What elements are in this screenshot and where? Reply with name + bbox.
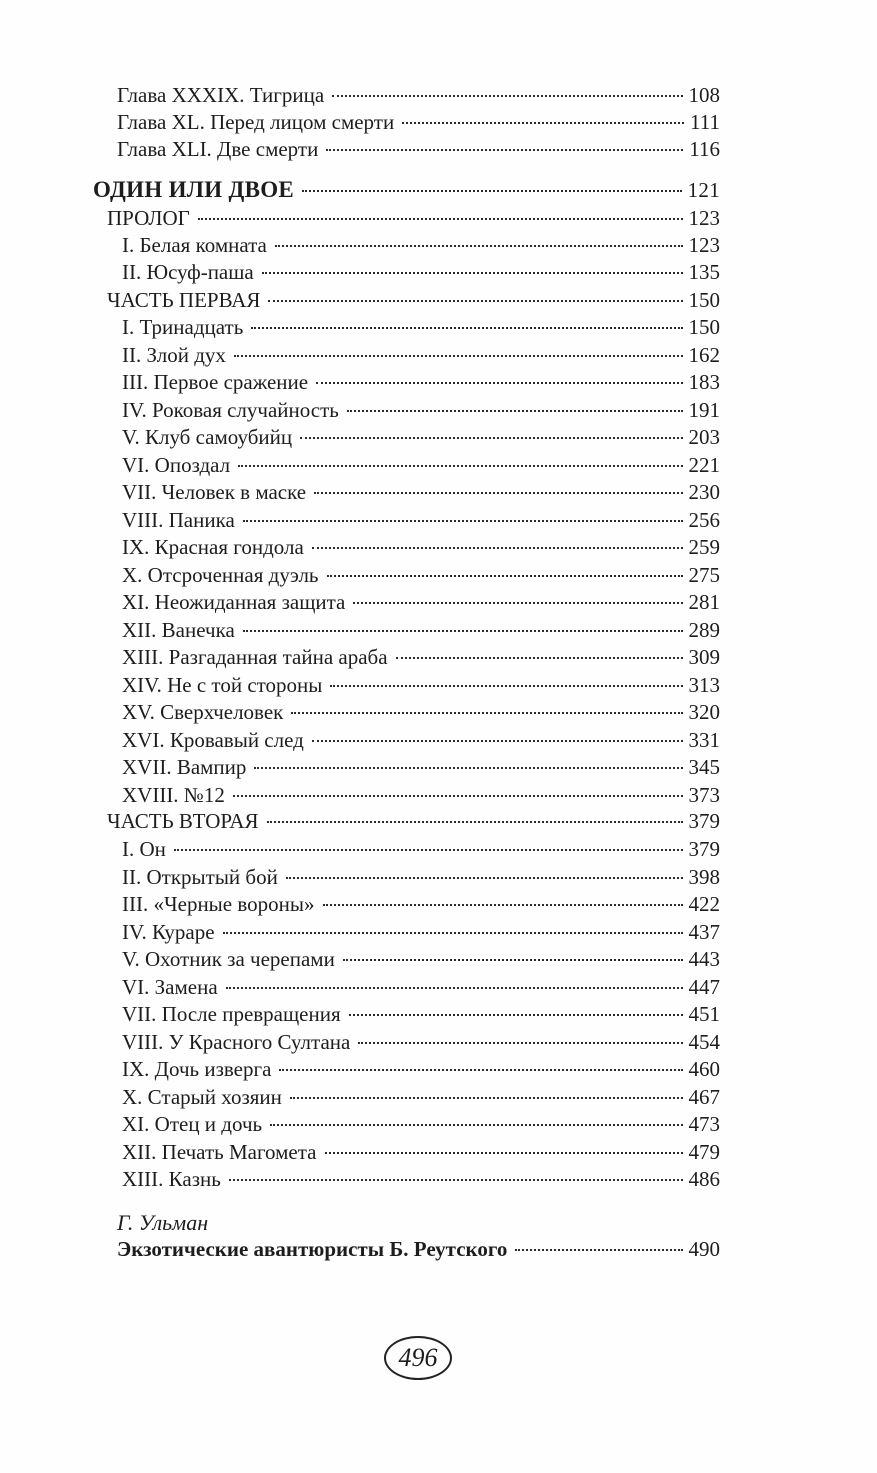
toc-entry-page: 437 (688, 919, 720, 944)
toc-part-heading (107, 287, 720, 314)
toc-entry-page: 313 (688, 672, 720, 697)
toc-entry-title: Глава XL. Перед лицом смерти (117, 110, 395, 134)
leader-dots (268, 300, 682, 302)
toc-entry-title: XV. Сверхчеловек (122, 700, 284, 724)
toc-entry-page: 221 (688, 452, 720, 477)
toc-entry (122, 259, 720, 286)
toc-entry-title: VI. Замена (122, 974, 218, 999)
toc-entry-page: 320 (688, 700, 720, 724)
toc-part-heading (107, 808, 720, 835)
toc-entry-title: VII. Человек в маске (122, 480, 307, 504)
toc-entry (122, 891, 720, 918)
leader-dots (233, 795, 683, 797)
leader-dots (300, 437, 682, 439)
toc-entry-title: XI. Отец и дочь (122, 1112, 263, 1136)
toc-entry-page: 373 (688, 782, 720, 807)
toc-entry-title: V. Клуб самоубийц (122, 425, 293, 449)
toc-entry-page: 486 (688, 1167, 720, 1191)
toc-entry-page: 275 (688, 562, 720, 587)
toc-entry-page: 281 (688, 590, 720, 614)
toc-entry-title: XII. Печать Магомета (122, 1139, 317, 1164)
leader-dots (343, 959, 683, 961)
leader-dots (312, 547, 683, 549)
toc-entry-page: 259 (688, 535, 720, 559)
toc-entry-page: 256 (688, 507, 720, 532)
toc-entry (122, 1166, 720, 1193)
leader-dots (515, 1249, 682, 1251)
toc-entry (122, 342, 720, 369)
leader-dots (226, 987, 683, 989)
part-title: ПРОЛОГ (107, 206, 190, 230)
toc-entry (122, 864, 720, 891)
toc-entry (122, 562, 720, 589)
leader-dots (314, 492, 682, 494)
toc-entry (122, 232, 720, 259)
leader-dots (349, 1014, 683, 1016)
leader-dots (327, 575, 683, 577)
toc-entry-title: X. Отсроченная дуэль (122, 562, 319, 587)
toc-entry-title: XVIII. №12 (122, 782, 225, 807)
toc-entry (122, 754, 720, 781)
toc-entry-title: II. Юсуф-паша (122, 260, 254, 284)
leader-dots (275, 245, 683, 247)
leader-dots (330, 685, 682, 687)
toc-entry (122, 397, 720, 424)
leader-dots (234, 355, 683, 357)
toc-entry-title: XIII. Разгаданная тайна араба (122, 645, 388, 669)
afterword-title: Экзотические авантюристы Б. Реутского (117, 1237, 508, 1261)
toc-entry (122, 534, 720, 561)
toc-entry (122, 617, 720, 644)
section-page: 121 (687, 178, 720, 202)
leader-dots (326, 149, 683, 151)
leader-dots (254, 767, 682, 769)
toc-entry-title: Глава XLI. Две смерти (117, 137, 319, 161)
leader-dots (347, 410, 683, 412)
toc-entry-title: III. «Черные вороны» (122, 892, 315, 916)
toc-entry-title: IV. Роковая случайность (122, 397, 339, 422)
leader-dots (332, 95, 682, 97)
toc-entry-page: 116 (689, 137, 720, 161)
toc-entry-title: IX. Красная гондола (122, 535, 304, 559)
toc-entry-page: 454 (688, 1029, 720, 1054)
leader-dots (229, 1179, 683, 1181)
toc-entry (122, 1084, 720, 1111)
leader-dots (312, 740, 683, 742)
part-page: 379 (688, 809, 720, 833)
toc-entry (122, 946, 720, 973)
part-title: ЧАСТЬ ВТОРАЯ (107, 809, 259, 833)
leader-dots (262, 272, 683, 274)
toc-section-heading (93, 176, 720, 203)
toc-entry (122, 452, 720, 479)
toc-entry (122, 727, 720, 754)
toc-entry (122, 1139, 720, 1166)
toc-entry-title: XI. Неожиданная защита (122, 590, 346, 614)
toc-entry-page: 331 (688, 727, 720, 752)
toc-entry-page: 108 (688, 83, 720, 107)
toc-entry-page: 111 (690, 110, 720, 134)
toc-entry-page: 379 (688, 837, 720, 861)
leader-dots (290, 1097, 683, 1099)
toc-entry-page: 191 (688, 397, 720, 422)
toc-afterword (117, 1236, 720, 1263)
toc-entry (122, 424, 720, 451)
toc-entry (122, 644, 720, 671)
part-page: 123 (688, 206, 720, 230)
toc-entry-page: 447 (688, 974, 720, 999)
leader-dots (243, 630, 683, 632)
toc-entry (122, 699, 720, 726)
toc-entry (122, 974, 720, 1001)
toc-entry-title: III. Первое сражение (122, 370, 309, 394)
toc-part-heading (107, 205, 720, 232)
toc-entry-title: IV. Кураре (122, 919, 215, 944)
toc-entry-page: 135 (688, 260, 720, 284)
toc-entry-title: XVI. Кровавый след (122, 727, 304, 752)
leader-dots (198, 218, 683, 220)
leader-dots (223, 932, 683, 934)
toc-entry-title: II. Злой дух (122, 342, 226, 367)
leader-dots (270, 1124, 682, 1126)
toc-entry-title: II. Открытый бой (122, 864, 278, 889)
leader-dots (353, 602, 682, 604)
toc-entry-page: 309 (688, 645, 720, 669)
toc-entry-title: VIII. У Красного Султана (122, 1029, 351, 1054)
page-number-badge (384, 1336, 452, 1380)
leader-dots (251, 327, 682, 329)
toc-entry (122, 672, 720, 699)
toc-entry (122, 1056, 720, 1083)
toc-entry (122, 1029, 720, 1056)
leader-dots (358, 1042, 682, 1044)
afterword-author: Г. Ульман (117, 1210, 209, 1235)
toc-entry-page: 451 (688, 1002, 720, 1026)
toc-entry-title: VIII. Паника (122, 507, 235, 532)
toc-entry-title: I. Он (122, 837, 166, 861)
toc-entry-title: XVII. Вампир (122, 755, 247, 779)
toc-entry-title: Глава XXXIX. Тигрица (117, 83, 325, 107)
toc-entry (122, 507, 720, 534)
toc-entry-title: I. Белая комната (122, 233, 267, 257)
toc-entry (122, 1111, 720, 1138)
toc-entry-page: 183 (688, 370, 720, 394)
toc-entry-page: 289 (688, 617, 720, 642)
leader-dots (243, 520, 683, 522)
leader-dots (325, 1152, 683, 1154)
leader-dots (238, 465, 682, 467)
toc-entry-page: 443 (688, 947, 720, 971)
toc-entry-title: I. Тринадцать (122, 315, 244, 339)
toc-entry-page: 162 (688, 342, 720, 367)
toc-entry-title: VII. После превращения (122, 1002, 341, 1026)
toc-entry-page: 460 (688, 1057, 720, 1081)
toc-entry (122, 479, 720, 506)
toc-entry-title: XII. Ванечка (122, 617, 235, 642)
leader-dots (402, 122, 684, 124)
toc-entry-page: 473 (688, 1112, 720, 1136)
toc-entry-page: 150 (688, 315, 720, 339)
toc-entry (122, 1001, 720, 1028)
part-title: ЧАСТЬ ПЕРВАЯ (107, 288, 261, 312)
leader-dots (267, 821, 683, 823)
toc-entry-page: 398 (688, 864, 720, 889)
toc-entry-page: 123 (688, 233, 720, 257)
leader-dots (323, 904, 683, 906)
toc-entry-page: 203 (688, 425, 720, 449)
leader-dots (286, 877, 683, 879)
toc-entry (122, 369, 720, 396)
toc-entry-page: 345 (688, 755, 720, 779)
toc-entry-title: IX. Дочь изверга (122, 1057, 272, 1081)
toc-entry-page: 422 (688, 892, 720, 916)
toc-entry (122, 314, 720, 341)
page-number: 496 (398, 1343, 438, 1372)
toc-entry-title: XIII. Казнь (122, 1167, 221, 1191)
toc-entry (122, 919, 720, 946)
leader-dots (302, 190, 682, 192)
afterword-page: 490 (688, 1237, 720, 1261)
toc-entry (122, 836, 720, 863)
leader-dots (291, 712, 682, 714)
toc-entry (122, 589, 720, 616)
toc-entry (117, 109, 720, 136)
toc-entry (122, 782, 720, 809)
leader-dots (279, 1069, 682, 1071)
part-page: 150 (688, 288, 720, 312)
section-title: ОДИН ИЛИ ДВОЕ (93, 177, 295, 202)
toc-entry-title: X. Старый хозяин (122, 1084, 282, 1109)
toc-entry (117, 136, 720, 163)
toc-entry-title: VI. Опоздал (122, 452, 231, 477)
leader-dots (174, 849, 683, 851)
toc-entry-title: V. Охотник за черепами (122, 947, 335, 971)
leader-dots (316, 382, 682, 384)
toc-entry-title: XIV. Не с той стороны (122, 672, 323, 697)
toc-entry-page: 467 (688, 1084, 720, 1109)
toc-entry-page: 230 (688, 480, 720, 504)
leader-dots (396, 657, 683, 659)
toc-entry (117, 82, 720, 109)
toc-entry-page: 479 (688, 1139, 720, 1164)
